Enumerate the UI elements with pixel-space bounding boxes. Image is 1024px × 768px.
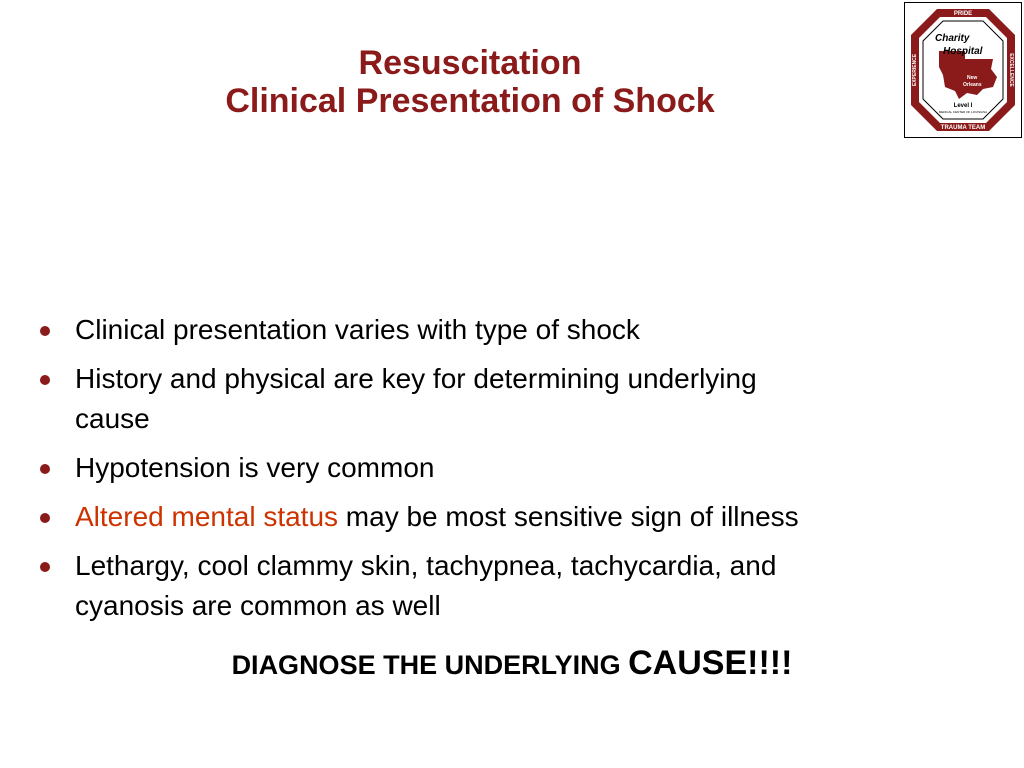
- list-item: [40, 448, 980, 488]
- trauma-team-emblem-icon: [905, 3, 1021, 137]
- slide-title: [170, 44, 770, 120]
- bullet-icon: [40, 326, 50, 336]
- charity-hospital-logo: [904, 2, 1022, 138]
- list-item: [40, 310, 980, 350]
- bullet-icon: [40, 562, 50, 572]
- bullet-text-continued: cyanosis are common as well: [75, 590, 441, 621]
- conclusion-banner: [0, 644, 1024, 683]
- logo-subtitle: MEDICAL CENTER OF LOUISIANA: [938, 110, 988, 114]
- bullet-text: may be most sensitive sign of illness: [338, 501, 799, 532]
- logo-left-text: EXPERIENCE: [912, 53, 918, 87]
- bullet-text: History and physical are key for determining underlying: [75, 363, 757, 394]
- logo-city-2: Orleans: [963, 82, 982, 88]
- logo-bottom-text: TRAUMA TEAM: [940, 125, 986, 131]
- conclusion-emphasis: CAUSE!!!!: [628, 644, 793, 682]
- conclusion-text: DIAGNOSE THE UNDERLYING: [231, 650, 629, 680]
- bullet-text: Lethargy, cool clammy skin, tachypnea, tachycardia, and: [75, 550, 777, 581]
- title-line-2: Clinical Presentation of Shock: [225, 82, 715, 120]
- bullet-text: Clinical presentation varies with type of shock: [75, 314, 640, 345]
- bullet-text-continued: cause: [75, 403, 150, 434]
- bullet-icon: [40, 375, 50, 385]
- logo-level: Level I: [953, 103, 973, 109]
- logo-right-text: EXCELLENCE: [1008, 53, 1014, 87]
- logo-name-1: Charity: [935, 33, 970, 44]
- logo-name-2: Hospital: [943, 46, 983, 57]
- list-item: [40, 497, 980, 537]
- bullet-list: [40, 310, 980, 635]
- bullet-icon: [40, 513, 50, 523]
- title-line-1: Resuscitation: [358, 44, 582, 82]
- list-item: [40, 546, 980, 626]
- logo-city-1: New: [967, 75, 978, 81]
- bullet-text: Hypotension is very common: [75, 452, 435, 483]
- list-item: [40, 359, 980, 439]
- logo-top-text: PRIDE: [953, 11, 973, 17]
- highlighted-text: Altered mental status: [75, 501, 339, 532]
- bullet-icon: [40, 464, 50, 474]
